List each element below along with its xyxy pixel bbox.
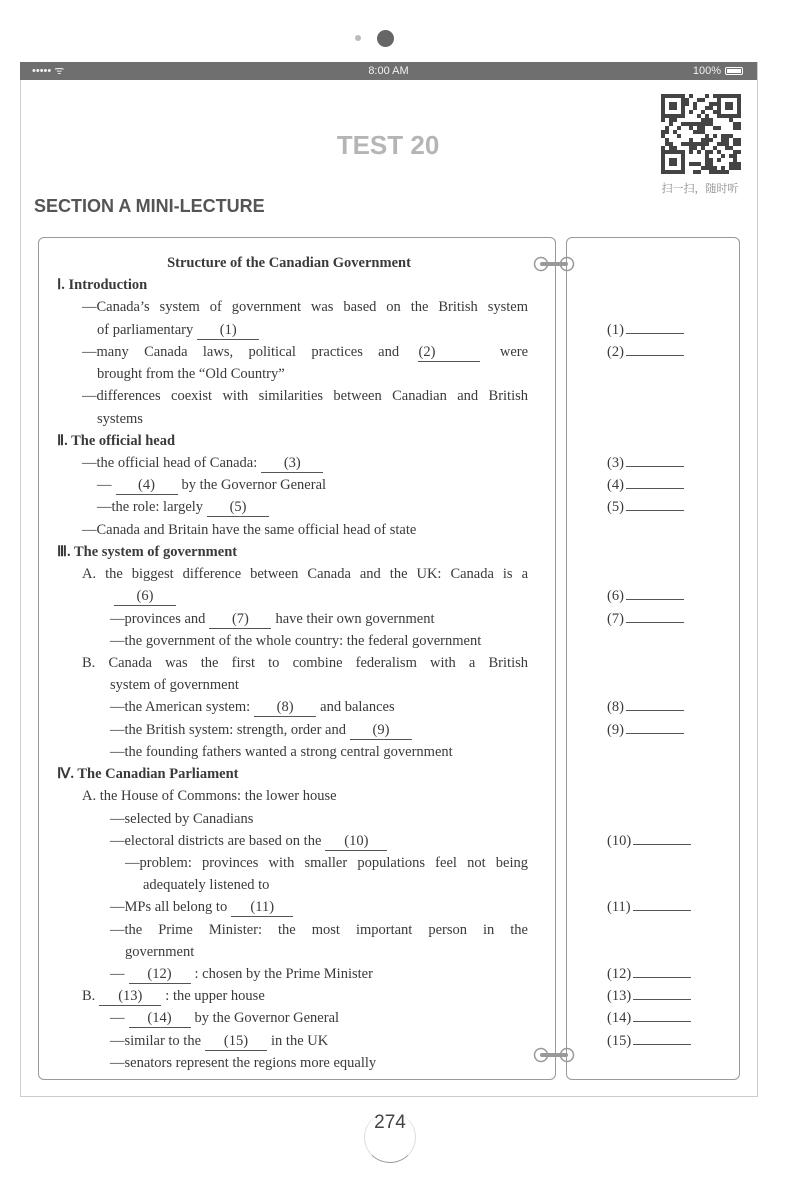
outline-text — [97, 496, 273, 518]
battery-status — [693, 62, 743, 80]
text-segment: —many Canada laws, political practices and — [82, 343, 400, 360]
outline-text — [82, 563, 528, 585]
blank-14: (14) — [129, 1009, 191, 1028]
outline-text — [97, 474, 326, 496]
text-segment: adequately listened to — [143, 877, 270, 894]
outline-text — [97, 408, 143, 430]
outline-line — [0, 1007, 800, 1029]
outline-text — [97, 363, 285, 385]
text-segment: systems — [97, 410, 143, 427]
answer-label: (3) — [607, 454, 624, 471]
outline-line — [0, 830, 800, 852]
blank-11: (11) — [231, 898, 293, 917]
outline-text — [125, 941, 194, 963]
text-segment: B. — [82, 988, 96, 1005]
answer-line[interactable] — [626, 319, 684, 334]
qr-code-icon[interactable] — [661, 94, 741, 174]
outline-line — [0, 252, 800, 274]
blank-5: (5) — [207, 498, 269, 517]
page-number: 274 — [364, 1112, 416, 1163]
text-segment: and balances — [320, 699, 395, 716]
outline-text — [110, 1030, 328, 1052]
answer-label: (11) — [607, 899, 631, 916]
answer-field[interactable] — [607, 319, 684, 341]
text-segment: —Canada and Britain have the same official head of state — [82, 521, 417, 538]
answer-label: (10) — [607, 832, 632, 849]
answer-field[interactable] — [607, 896, 691, 918]
blank-2: (2) — [418, 343, 480, 362]
outline-text — [97, 319, 263, 341]
answer-line[interactable] — [633, 1007, 691, 1022]
outline-line — [0, 919, 800, 941]
text-segment: —the Prime Minister: the most important person in the — [110, 921, 528, 938]
status-time: 8:00 AM — [368, 65, 409, 77]
answer-line[interactable] — [626, 696, 684, 711]
blank-8: (8) — [254, 698, 316, 717]
answer-field[interactable] — [607, 830, 691, 852]
blank-12: (12) — [129, 965, 191, 984]
answer-field[interactable] — [607, 1007, 691, 1029]
answer-label: (6) — [607, 588, 624, 605]
answer-label: (15) — [607, 1032, 632, 1049]
outline-line — [0, 296, 800, 318]
answer-field[interactable] — [607, 341, 684, 363]
answer-line[interactable] — [626, 608, 684, 623]
text-segment: Structure of the Canadian Government — [167, 255, 411, 271]
outline-text — [82, 452, 327, 474]
outline-line — [0, 808, 800, 830]
answer-field[interactable] — [607, 452, 684, 474]
outline-text — [110, 630, 481, 652]
qr-caption: 扫一扫，随时听 — [661, 183, 739, 195]
answer-label: (14) — [607, 1010, 632, 1027]
outline-text — [82, 785, 337, 807]
answer-field[interactable] — [607, 696, 684, 718]
outline-text — [110, 830, 391, 852]
answer-label: (9) — [607, 721, 624, 738]
outline-line — [0, 696, 800, 718]
blank-15: (15) — [205, 1032, 267, 1051]
blank-3: (3) — [261, 454, 323, 473]
answer-line[interactable] — [626, 496, 684, 511]
blank-9: (9) — [350, 721, 412, 740]
answer-line[interactable] — [633, 963, 691, 978]
outline-text — [82, 519, 416, 541]
outline-text — [82, 385, 528, 407]
answer-field[interactable] — [607, 985, 691, 1007]
text-segment: system of government — [110, 677, 239, 694]
outline-text — [110, 608, 434, 630]
text-segment: —Canada’s system of government was based on the British system — [82, 299, 528, 316]
outline-line — [0, 1030, 800, 1052]
section-title: SECTION A MINI-LECTURE — [34, 196, 265, 216]
text-segment: by the Governor General — [194, 1010, 340, 1027]
text-segment: —differences coexist with similarities between Canadian and British — [82, 388, 528, 405]
outline-line — [0, 563, 800, 585]
text-segment: B. Canada was the first to combine federalism with a British — [82, 654, 528, 671]
answer-field[interactable] — [607, 719, 684, 741]
text-segment: —electoral districts are based on the — [110, 832, 322, 849]
section-heading — [57, 541, 237, 563]
status-bar — [20, 62, 757, 80]
answer-line[interactable] — [633, 830, 691, 845]
text-segment: A. the House of Commons: the lower house — [82, 788, 337, 805]
text-segment: —the official head of Canada: — [82, 454, 258, 471]
text-segment: —the British system: strength, order and — [110, 721, 346, 738]
outline-line — [0, 985, 800, 1007]
outline-line — [0, 719, 800, 741]
answer-label: (5) — [607, 499, 624, 516]
blank-10: (10) — [325, 832, 387, 851]
camera-dot-small — [355, 35, 361, 41]
answer-field[interactable] — [607, 1030, 691, 1052]
test-title: TEST 20 — [336, 130, 440, 160]
outline-text — [110, 919, 528, 941]
text-segment: — — [110, 1010, 125, 1027]
text-segment: —the government of the whole country: the federal government — [110, 632, 482, 649]
outline-line — [0, 541, 800, 563]
text-segment: Ⅳ. The Canadian Parliament — [57, 766, 239, 783]
text-segment: —the American system: — [110, 699, 251, 716]
answer-label: (4) — [607, 477, 624, 494]
outline-line — [0, 963, 800, 985]
text-segment: government — [125, 943, 195, 960]
answer-label: (13) — [607, 988, 632, 1005]
answer-line[interactable] — [626, 341, 684, 356]
outline-text — [110, 585, 180, 607]
outline-line — [0, 674, 800, 696]
outline-line — [0, 474, 800, 496]
text-segment: —selected by Canadians — [110, 810, 254, 827]
outline-text — [110, 1052, 376, 1074]
outline-line — [0, 452, 800, 474]
answer-field[interactable] — [607, 474, 684, 496]
blank-6: (6) — [114, 587, 176, 606]
answer-field[interactable] — [607, 963, 691, 985]
text-segment: —MPs all belong to — [110, 899, 228, 916]
outline-line — [0, 852, 800, 874]
section-heading — [57, 763, 239, 785]
answer-line[interactable] — [626, 719, 684, 734]
outline-text — [125, 852, 528, 874]
answer-label: (8) — [607, 699, 624, 716]
outline-line — [0, 274, 800, 296]
signal-wifi-icon: ••••• ᯤ — [32, 65, 65, 77]
text-segment: in the UK — [271, 1032, 329, 1049]
text-segment: Ⅱ. The official head — [57, 432, 176, 449]
outline-text — [110, 719, 416, 741]
answer-field[interactable] — [607, 585, 684, 607]
answer-label: (1) — [607, 321, 624, 338]
text-segment: by the Governor General — [181, 477, 327, 494]
answer-label: (2) — [607, 343, 624, 360]
answer-line[interactable] — [626, 585, 684, 600]
outline-line — [0, 941, 800, 963]
answer-label: (12) — [607, 966, 632, 983]
outline-line — [0, 896, 800, 918]
outline-text — [110, 896, 297, 918]
outline-line — [0, 1052, 800, 1074]
blank-7: (7) — [209, 610, 271, 629]
outline-text — [110, 808, 253, 830]
blank-4: (4) — [116, 476, 178, 495]
outline-line — [0, 763, 800, 785]
answer-line[interactable] — [626, 452, 684, 467]
text-segment: —problem: provinces with smaller populations feel not being — [125, 854, 528, 871]
outline-text — [82, 652, 528, 674]
outline-line — [0, 874, 800, 896]
answer-line[interactable] — [633, 985, 691, 1000]
outline-line — [0, 341, 800, 363]
outline-text — [82, 985, 265, 1007]
answer-label: (7) — [607, 610, 624, 627]
outline-text — [110, 963, 373, 985]
text-segment: of parliamentary — [97, 321, 194, 338]
text-segment: : the upper house — [165, 988, 265, 1005]
outline-text — [110, 1007, 339, 1029]
text-segment: —provinces and — [110, 610, 206, 627]
text-segment: — — [110, 966, 125, 983]
outline-text — [143, 874, 269, 896]
answer-field[interactable] — [607, 496, 684, 518]
outline-line — [0, 319, 800, 341]
section-heading — [57, 430, 175, 452]
text-segment: have their own government — [275, 610, 435, 627]
battery-percent: 100% — [692, 65, 721, 77]
outline-text — [110, 696, 395, 718]
outline-line — [0, 430, 800, 452]
outline-line — [0, 585, 800, 607]
outline-line — [0, 608, 800, 630]
text-segment: : chosen by the Prime Minister — [194, 966, 373, 983]
outline-text — [110, 741, 453, 763]
blank-1: (1) — [197, 321, 259, 340]
outline-line — [0, 652, 800, 674]
text-segment: —senators represent the regions more equally — [110, 1054, 377, 1071]
answer-line[interactable] — [633, 1030, 691, 1045]
text-segment: — — [97, 477, 112, 494]
text-segment: Ⅲ. The system of government — [57, 543, 238, 560]
text-segment: Ⅰ. Introduction — [57, 277, 148, 294]
outline-text — [82, 296, 528, 318]
outline-line — [0, 385, 800, 407]
camera-dot — [377, 30, 394, 47]
text-segment: were — [499, 343, 528, 360]
outline-line — [0, 519, 800, 541]
outline-line — [0, 785, 800, 807]
outline-text — [110, 674, 239, 696]
text-segment: A. the biggest difference between Canada and the UK: Canada is a — [82, 566, 528, 583]
section-heading — [57, 274, 147, 296]
outline-line — [0, 363, 800, 385]
answer-line[interactable] — [626, 474, 684, 489]
outline-line — [0, 741, 800, 763]
battery-icon — [725, 67, 743, 75]
outline-line — [0, 408, 800, 430]
outline-line — [0, 496, 800, 518]
text-segment: —the founding fathers wanted a strong central government — [110, 743, 453, 760]
answer-field[interactable] — [607, 608, 684, 630]
blank-13: (13) — [99, 987, 161, 1006]
text-segment: —similar to the — [110, 1032, 202, 1049]
outline-line — [0, 630, 800, 652]
text-segment: brought from the “Old Country” — [97, 366, 285, 383]
outline-text — [82, 341, 528, 363]
outline-title — [0, 252, 578, 274]
text-segment: —the role: largely — [97, 499, 204, 516]
answer-line[interactable] — [633, 896, 691, 911]
